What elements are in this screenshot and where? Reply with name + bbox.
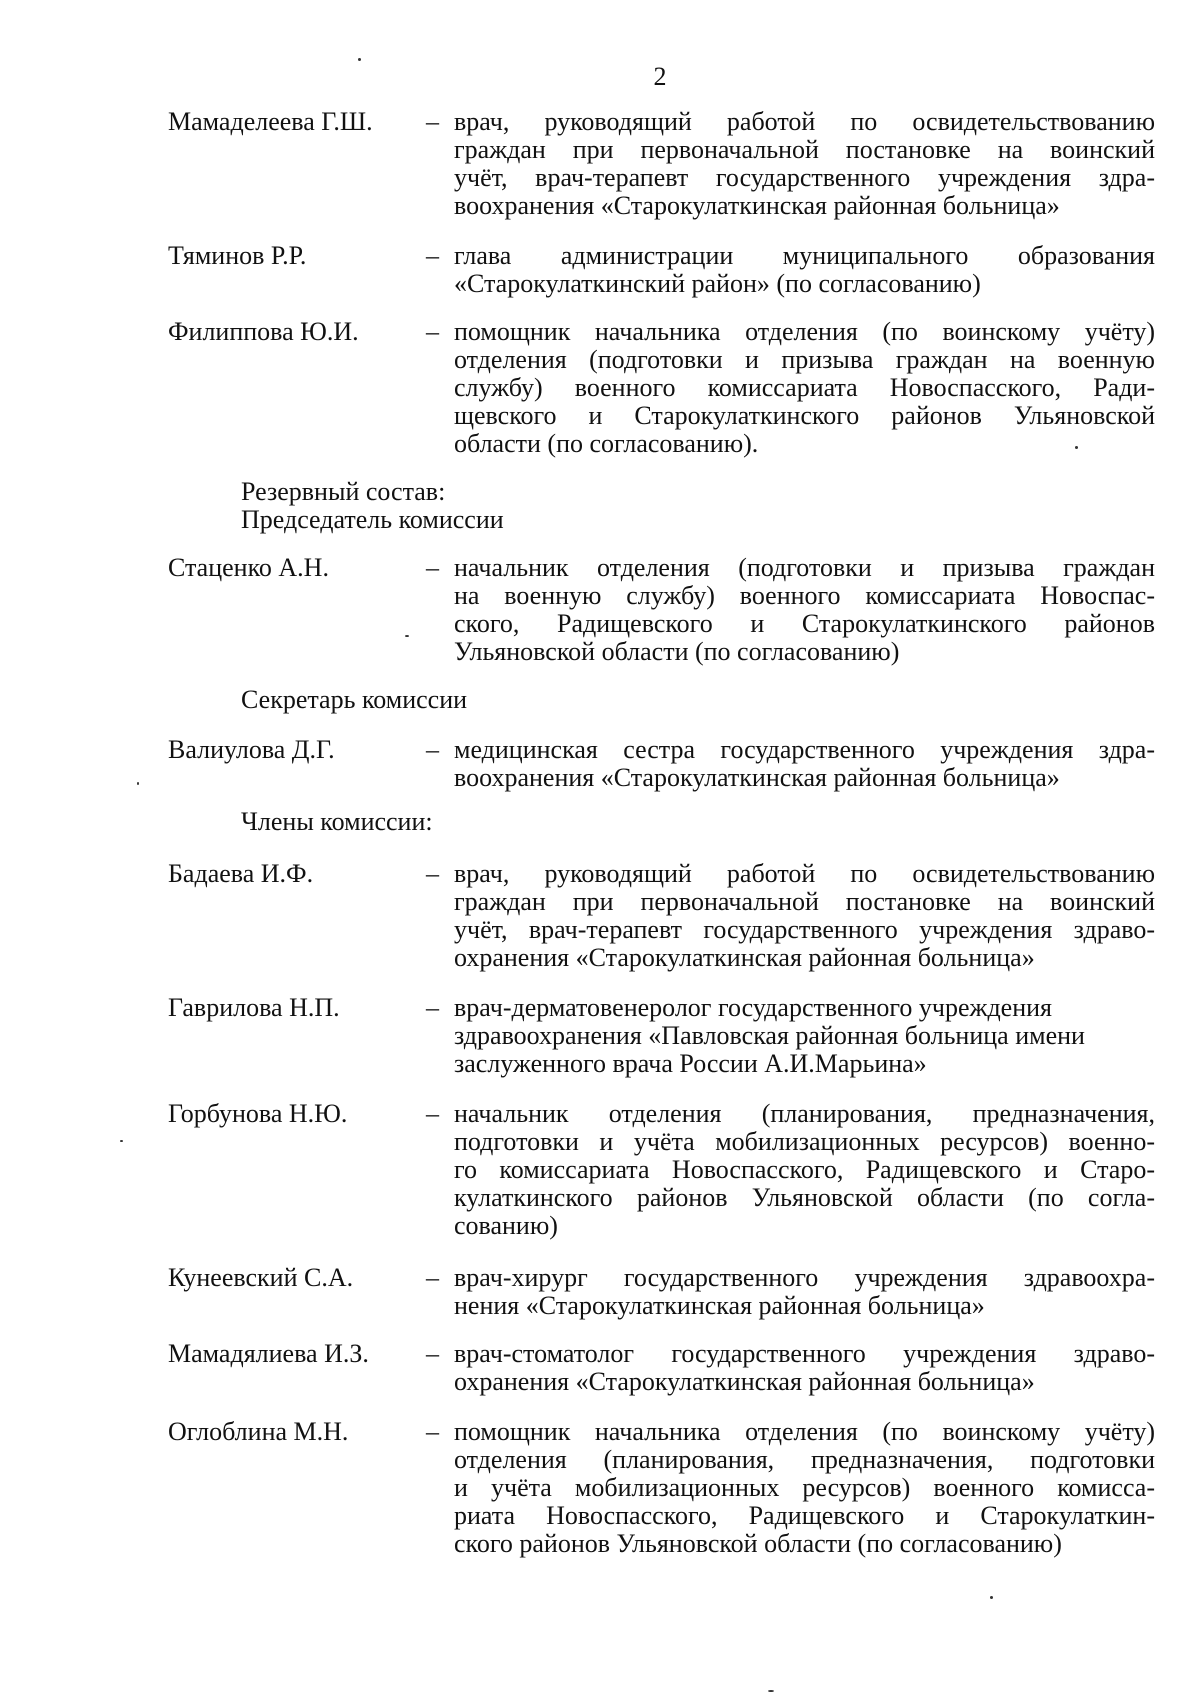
description-line: заслуженного врача России А.И.Марьина» xyxy=(454,1049,927,1078)
description-line: области (по согласованию). xyxy=(454,429,759,458)
scan-speck xyxy=(768,1690,774,1692)
description-line: отделения (планирования, предназначения, подготовки xyxy=(454,1445,1155,1474)
person-name: Стаценко А.Н. xyxy=(168,553,329,582)
dash: – xyxy=(426,553,439,582)
description-line: нения «Старокулаткинская районная больница» xyxy=(454,1291,985,1320)
dash: – xyxy=(426,107,439,136)
description-line: охранения «Старокулаткинская районная больница» xyxy=(454,1367,1035,1396)
description-line: врач-хирург государственного учреждения здравоохра- xyxy=(454,1263,1155,1292)
person-name: Филиппова Ю.И. xyxy=(168,317,359,346)
description-line: Ульяновской области (по согласованию) xyxy=(454,637,900,666)
description-line: помощник начальника отделения (по воинскому учёту) xyxy=(454,317,1155,346)
person-name: Гаврилова Н.П. xyxy=(168,993,340,1022)
description-line: врач, руководящий работой по освидетельствованию xyxy=(454,107,1155,136)
dash: – xyxy=(426,1417,439,1446)
person-description xyxy=(454,108,1155,220)
person-description xyxy=(454,1340,1155,1396)
description-line: сованию) xyxy=(454,1211,558,1240)
scan-speck xyxy=(137,782,139,785)
description-line: службу) военного комиссариата Новоспасского, Ради- xyxy=(454,373,1155,402)
description-line: врач, руководящий работой по освидетельствованию xyxy=(454,859,1155,888)
description-line: врач-дерматовенеролог государственного учреждения xyxy=(454,993,1052,1022)
person-name: Кунеевский С.А. xyxy=(168,1263,354,1292)
dash: – xyxy=(426,859,439,888)
description-line: щевского и Старокулаткинского районов Ульяновской xyxy=(454,401,1155,430)
scan-speck xyxy=(120,1140,123,1142)
person-description xyxy=(454,1418,1155,1558)
dash: – xyxy=(426,241,439,270)
description-line: воохранения «Старокулаткинская районная больница» xyxy=(454,191,1060,220)
person-description xyxy=(454,1264,1155,1320)
description-line: подготовки и учёта мобилизационных ресурсов) военно- xyxy=(454,1127,1155,1156)
members-heading: Члены комиссии: xyxy=(241,807,433,836)
description-line: ского, Радищевского и Старокулаткинского районов xyxy=(454,609,1155,638)
scan-speck xyxy=(405,635,409,637)
description-line: начальник отделения (планирования, предназначения, xyxy=(454,1099,1155,1128)
person-name: Тяминов Р.Р. xyxy=(168,241,307,270)
description-line: го комиссариата Новоспасского, Радищевского и Старо- xyxy=(454,1155,1155,1184)
description-line: учёт, врач-терапевт государственного учреждения здра- xyxy=(454,163,1155,192)
description-line: на военную службу) военного комиссариата Новоспас- xyxy=(454,581,1155,610)
dash: – xyxy=(426,1263,439,1292)
dash: – xyxy=(426,317,439,346)
description-line: кулаткинского районов Ульяновской области (по согла- xyxy=(454,1183,1155,1212)
person-description xyxy=(454,860,1155,972)
description-line: и учёта мобилизационных ресурсов) военного комисса- xyxy=(454,1473,1155,1502)
description-line: врач-стоматолог государственного учреждения здраво- xyxy=(454,1339,1155,1368)
dash: – xyxy=(426,1339,439,1368)
dash: – xyxy=(426,993,439,1022)
description-line: «Старокулаткинский район» (по согласованию) xyxy=(454,269,981,298)
person-name: Валиулова Д.Г. xyxy=(168,735,335,764)
person-description xyxy=(454,1100,1155,1240)
person-description xyxy=(454,994,1155,1078)
secretary-heading: Секретарь комиссии xyxy=(241,685,468,714)
description-line: граждан при первоначальной постановке на воинский xyxy=(454,135,1155,164)
description-line: граждан при первоначальной постановке на воинский xyxy=(454,887,1155,916)
person-name: Мамаделеева Г.Ш. xyxy=(168,107,373,136)
person-name: Бадаева И.Ф. xyxy=(168,859,314,888)
page-number: 2 xyxy=(653,62,667,91)
person-name: Оглоблина М.Н. xyxy=(168,1417,349,1446)
description-line: медицинская сестра государственного учреждения здра- xyxy=(454,735,1155,764)
reserve-heading: Резервный состав: xyxy=(241,477,446,506)
scan-speck xyxy=(990,1596,993,1599)
description-line: воохранения «Старокулаткинская районная больница» xyxy=(454,763,1060,792)
description-line: глава администрации муниципального образования xyxy=(454,241,1155,270)
dash: – xyxy=(426,1099,439,1128)
dash: – xyxy=(426,735,439,764)
person-name: Горбунова Н.Ю. xyxy=(168,1099,348,1128)
description-line: отделения (подготовки и призыва граждан на военную xyxy=(454,345,1155,374)
chair-heading: Председатель комиссии xyxy=(241,505,504,534)
description-line: учёт, врач-терапевт государственного учреждения здраво- xyxy=(454,915,1155,944)
person-name: Мамадялиева И.З. xyxy=(168,1339,369,1368)
description-line: здравоохранения «Павловская районная больница имени xyxy=(454,1021,1085,1050)
person-description xyxy=(454,242,1155,298)
scan-speck xyxy=(358,58,361,61)
person-description xyxy=(454,736,1155,792)
person-description xyxy=(454,554,1155,666)
description-line: начальник отделения (подготовки и призыва граждан xyxy=(454,553,1155,582)
description-line: охранения «Старокулаткинская районная больница» xyxy=(454,943,1035,972)
description-line: помощник начальника отделения (по воинскому учёту) xyxy=(454,1417,1155,1446)
description-line: риата Новоспасского, Радищевского и Старокулаткин- xyxy=(454,1501,1155,1530)
description-line: ского районов Ульяновской области (по согласованию) xyxy=(454,1529,1062,1558)
person-description xyxy=(454,318,1155,458)
scan-speck xyxy=(1075,446,1078,449)
